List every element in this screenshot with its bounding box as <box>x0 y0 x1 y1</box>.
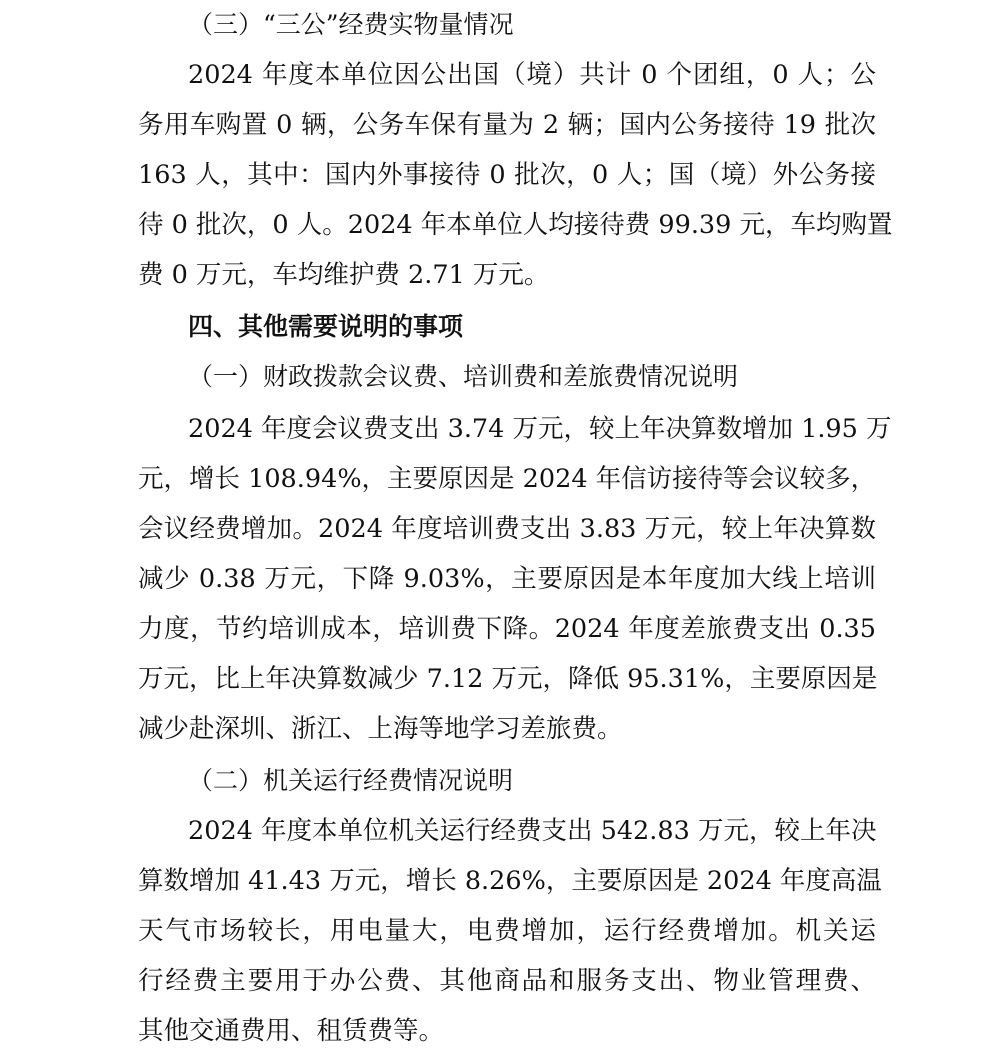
section-heading-3: （三）“三公”经费实物量情况 <box>188 10 514 39</box>
paragraph-line: 会议经费增加。2024 年度培训费支出 3.83 万元，较上年决算数 <box>138 514 876 544</box>
paragraph-line: 待 0 批次，0 人。2024 年本单位人均接待费 99.39 元，车均购置 <box>138 210 893 240</box>
paragraph-line: 其他交通费用、租赁费等。 <box>138 1016 445 1046</box>
subsection-heading-4-2: （二）机关运行经费情况说明 <box>188 766 514 795</box>
paragraph-line: 算数增加 41.43 万元，增长 8.26%，主要原因是 2024 年度高温 <box>138 866 882 896</box>
paragraph-line: 2024 年度会议费支出 3.74 万元，较上年决算数增加 1.95 万 <box>188 414 892 444</box>
paragraph-line: 元，增长 108.94%，主要原因是 2024 年信访接待等会议较多， <box>138 464 877 494</box>
paragraph-line: 费 0 万元，车均维护费 2.71 万元。 <box>138 260 550 290</box>
paragraph-line: 减少赴深圳、浙江、上海等地学习差旅费。 <box>138 714 623 744</box>
subsection-heading-4-1: （一）财政拨款会议费、培训费和差旅费情况说明 <box>188 362 739 391</box>
paragraph-line: 力度，节约培训成本，培训费下降。2024 年度差旅费支出 0.35 <box>138 614 876 644</box>
paragraph-line: 务用车购置 0 辆，公务车保有量为 2 辆；国内公务接待 19 批次 <box>138 110 876 140</box>
paragraph-line: 减少 0.38 万元，下降 9.03%，主要原因是本年度加大线上培训 <box>138 564 876 594</box>
section-heading-4: 四、其他需要说明的事项 <box>188 312 464 341</box>
paragraph-line: 天气市场较长，用电量大，电费增加，运行经费增加。机关运 <box>138 916 876 946</box>
paragraph-line: 万元，比上年决算数减少 7.12 万元，降低 95.31%，主要原因是 <box>138 664 878 694</box>
paragraph-line: 行经费主要用于办公费、其他商品和服务支出、物业管理费、 <box>138 966 876 996</box>
paragraph-line: 163 人，其中：国内外事接待 0 批次，0 人；国（境）外公务接 <box>138 160 876 190</box>
paragraph-line: 2024 年度本单位机关运行经费支出 542.83 万元，较上年决 <box>188 816 877 846</box>
paragraph-line: 2024 年度本单位因公出国（境）共计 0 个团组，0 人；公 <box>188 60 876 90</box>
